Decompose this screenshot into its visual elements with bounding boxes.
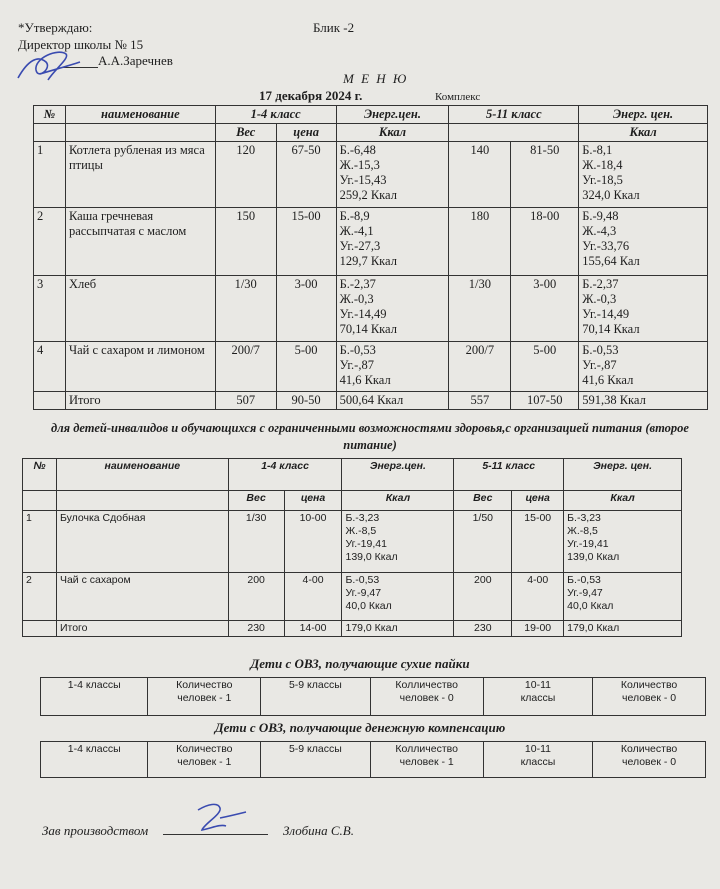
- footer-role: Зав производством: [42, 823, 149, 838]
- table-row: 2 Каша гречневая рассыпчатая с маслом 150 15-00 Б.-8,9 Ж.-4,1 Уг.-27,3 129,7 Ккал 180 18-00 Б.-9,48 Ж.-4,3 Уг.-33,76 155,64 Кал: [34, 208, 708, 276]
- director-name: А.А.Заречнев: [98, 53, 173, 68]
- dish-name: Булочка Сдобная: [56, 511, 228, 573]
- col-energy-1: Энерг.цен.: [336, 106, 449, 124]
- dry-rations-heading: Дети с ОВЗ, получающие сухие пайки: [250, 656, 470, 671]
- col-group-1-4: 1-4 класс: [215, 106, 336, 124]
- col-price: цена: [276, 124, 336, 142]
- footer-name: Злобина С.В.: [283, 823, 354, 838]
- table-row: 1 Булочка Сдобная 1/30 10-00 Б.-3,23 Ж.-8,5 Уг.-19,41 139,0 Ккал 1/50 15-00 Б.-3,23 Ж.-8,5 Уг.-19,41 139,0 Ккал: [23, 511, 682, 573]
- table-row: 2 Чай с сахаром 200 4-00 Б.-0,53 Уг.-9,47 40,0 Ккал 200 4-00 Б.-0,53 Уг.-9,47 40,0 Ккал: [23, 573, 682, 621]
- menu-date: 17 декабря 2024 г.: [259, 88, 363, 103]
- table-row: 1 Котлета рубленая из мяса птицы 120 67-50 Б.-6,48 Ж.-15,3 Уг.-15,43 259,2 Ккал 140 81-50 Б.-8,1 Ж.-18,4 Уг.-18,5 324,0 Ккал: [34, 142, 708, 208]
- dish-name: Хлеб: [65, 276, 215, 342]
- complex-label: Комплекс: [435, 91, 481, 103]
- total-row: Итого 230 14-00 179,0 Ккал 230 19-00 179,0 Ккал: [23, 621, 682, 637]
- col-group-5-11: 5-11 класс: [449, 106, 579, 124]
- dish-name: Котлета рубленая из мяса птицы: [65, 142, 215, 208]
- director-signature: [8, 40, 88, 90]
- dry-rations-table: 1-4 классы Количество человек - 1 5-9 классы Колличество человек - 0 10-11 классы Количество человек - 0: [40, 677, 706, 716]
- money-compensation-table: 1-4 классы Количество человек - 1 5-9 классы Колличество человек - 1 10-11 классы Количество человек - 0: [40, 741, 706, 778]
- blik-label: Блик -2: [313, 20, 355, 35]
- main-menu-table: [33, 105, 708, 410]
- dish-name: Чай с сахаром и лимоном: [65, 342, 215, 392]
- col-kcal-2: Ккал: [579, 124, 708, 142]
- col-name: наименование: [65, 106, 215, 124]
- approve-label: *Утверждаю:: [18, 20, 93, 35]
- total-row: Итого 507 90-50 500,64 Ккал 557 107-50 591,38 Ккал: [34, 392, 708, 410]
- money-compensation-heading: Дети с ОВЗ, получающие денежную компенсацию: [214, 720, 506, 735]
- col-num: №: [34, 106, 66, 124]
- footer-signature: [190, 798, 250, 840]
- disabled-heading: для детей-инвалидов и обучающихся с ограниченными возможностями здоровья,с организацией питания (второе питание): [51, 421, 689, 452]
- table-row: 3 Хлеб 1/30 3-00 Б.-2,37 Ж.-0,3 Уг.-14,49 70,14 Ккал 1/30 3-00 Б.-2,37 Ж.-0,3 Уг.-14,49 70,14 Ккал: [34, 276, 708, 342]
- second-menu-table: № наименование 1-4 класс Энерг.цен. 5-11 класс Энерг. цен. Вес цена Ккал Вес цена Ккал 1 Булочка Сдобная 1/30 10-00 Б.-3,23 Ж.-8,5 Уг.-19,41 139,0 Ккал 1/50 15-00 Б.-3,23 Ж.-8,5 Уг.-19,41 139,0 Ккал 2 Чай с сахаром 200 4-00 Б.-0,53 Уг.-9,47 40,0 Ккал 200 4-00 Б.-0,53 Уг.-9,47 40,0 Ккал Итого 230 14-00 179,0 Ккал 230 19-00 179,0 Ккал: [22, 458, 682, 637]
- col-energy-2: Энерг. цен.: [579, 106, 708, 124]
- col-weight: Вес: [215, 124, 276, 142]
- table-row: 4 Чай с сахаром и лимоном 200/7 5-00 Б.-0,53 Уг.-,87 41,6 Ккал 200/7 5-00 Б.-0,53 Уг.-,87 41,6 Ккал: [34, 342, 708, 392]
- col-kcal-1: Ккал: [336, 124, 449, 142]
- menu-title: М Е Н Ю: [343, 71, 409, 86]
- dish-name: Каша гречневая рассыпчатая с маслом: [65, 208, 215, 276]
- director-label: Директор школы № 15: [18, 37, 144, 52]
- dish-name: Чай с сахаром: [56, 573, 228, 621]
